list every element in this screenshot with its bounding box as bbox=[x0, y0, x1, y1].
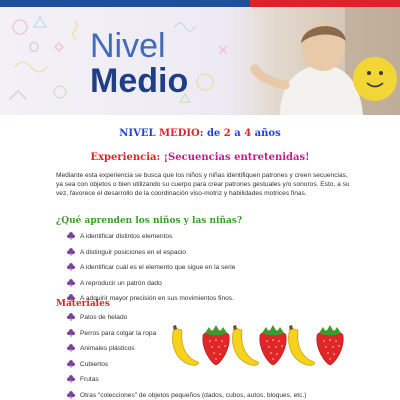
section-title-que-aprenden: ¿Qué aprenden los niños y las niñas? bbox=[56, 216, 243, 226]
experience-label: Experiencia: bbox=[90, 152, 161, 163]
level-heading bbox=[0, 128, 400, 139]
clover-bullet-icon bbox=[67, 279, 75, 287]
list-item bbox=[67, 391, 306, 400]
experience-description: Mediante esta experiencia se busca que los niños y niñas identifiquen patrones y creen secuencias, ya sea con objetos o bien utilizando su cuerpo para crear patrones gestuales y/o sonoros. Esto, a su vez, favorece el desarrollo de la coordinación viso-motriz y habilidades motrices finas. bbox=[56, 172, 350, 197]
level-age-prefix: : de bbox=[199, 128, 224, 139]
clover-bullet-icon bbox=[67, 313, 75, 321]
child-photo bbox=[225, 7, 400, 115]
banner-title-medio: Medio bbox=[90, 62, 189, 100]
list-item bbox=[67, 279, 235, 295]
stripe-blue bbox=[0, 0, 250, 7]
list-item-text: Cubiertos bbox=[80, 360, 109, 368]
clover-bullet-icon bbox=[67, 375, 75, 383]
level-age-min: 2 bbox=[223, 128, 231, 139]
level-age-max: 4 bbox=[244, 128, 252, 139]
list-item bbox=[67, 248, 235, 264]
banner-title-nivel: Nivel bbox=[90, 27, 166, 65]
banana-icon bbox=[233, 325, 259, 365]
level-age-unit: años bbox=[251, 128, 281, 139]
list-item bbox=[67, 263, 235, 279]
clover-bullet-icon bbox=[67, 232, 75, 240]
list-item-text: A adquirir mayor precisión en sus movimientos finos. bbox=[80, 295, 234, 302]
list-item-text: A distinguir posiciones en el espacio bbox=[80, 248, 186, 256]
list-item-text: A identificar cuál es el elemento que sigue en la serie bbox=[80, 264, 236, 271]
list-item-text: Palos de helado bbox=[80, 314, 128, 321]
clover-bullet-icon bbox=[67, 248, 75, 256]
level-label: NIVEL bbox=[119, 128, 159, 139]
clover-bullet-icon bbox=[67, 329, 75, 337]
strawberry-icon bbox=[260, 325, 287, 365]
list-item-text: A reproducir un patrón dado bbox=[80, 279, 162, 287]
experience-heading bbox=[0, 152, 400, 163]
que-aprenden-list bbox=[67, 232, 235, 310]
strawberry-icon bbox=[317, 325, 344, 365]
strawberry-icon bbox=[203, 325, 230, 365]
banana-icon bbox=[173, 325, 199, 365]
stripe-red bbox=[250, 0, 400, 7]
list-item bbox=[67, 232, 235, 248]
banner-title bbox=[90, 29, 188, 98]
banana-icon bbox=[289, 325, 315, 365]
section-title-materiales: Materiales bbox=[56, 299, 110, 309]
list-item-text: Otras "colecciones" de objetos pequeños (dados, cubos, autos, bloques, etc.) bbox=[80, 391, 307, 399]
fruit-sequence-illustration bbox=[168, 323, 348, 367]
list-item-text: Perros para colgar la ropa bbox=[80, 329, 157, 337]
list-item-text: Animales plásticos bbox=[80, 345, 135, 352]
level-name: MEDIO bbox=[159, 128, 200, 139]
clover-bullet-icon bbox=[67, 344, 75, 352]
experience-title: ¡Secuencias entretenidas! bbox=[160, 152, 310, 163]
clover-bullet-icon bbox=[67, 360, 75, 368]
list-item-text: A identificar distintos elementos bbox=[80, 233, 173, 240]
clover-bullet-icon bbox=[67, 263, 75, 271]
level-age-connector: a bbox=[230, 128, 245, 139]
header-banner bbox=[0, 7, 400, 115]
list-item bbox=[67, 375, 306, 391]
list-item-text: Frutas bbox=[80, 376, 99, 383]
clover-bullet-icon bbox=[67, 391, 75, 399]
top-color-stripe bbox=[0, 0, 400, 7]
